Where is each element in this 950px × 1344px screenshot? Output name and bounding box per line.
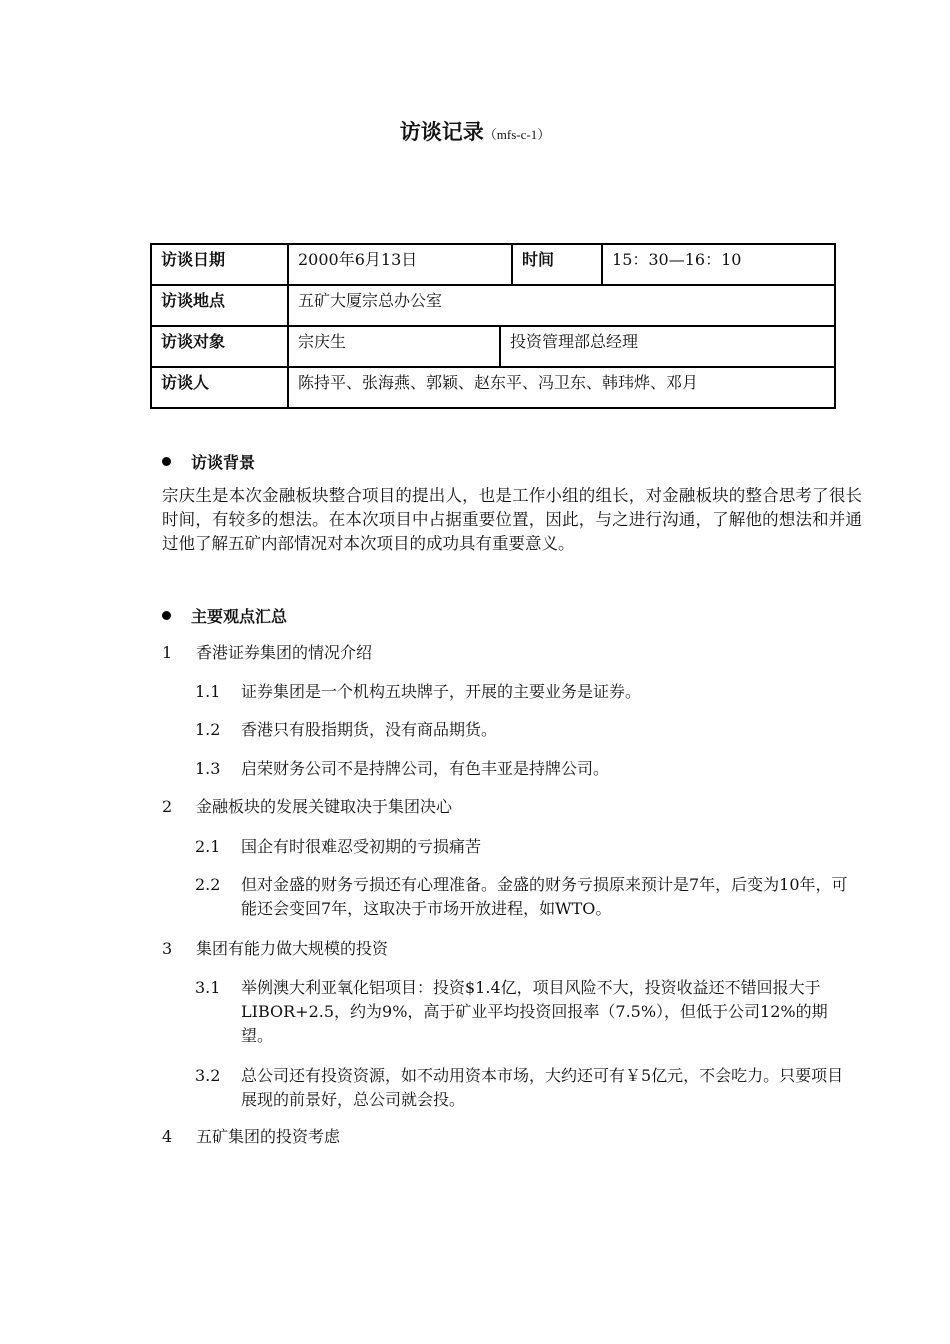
- time-value: 15：30—16：10: [602, 244, 835, 285]
- table-row: [151, 244, 835, 285]
- item-number: 1: [162, 643, 173, 662]
- item-text: 但对金盛的财务亏损还有心理准备。金盛的财务亏损原来预计是7年，后变为10年，可能还会变回7年，这取决于市场开放进程，如WTO。: [241, 875, 848, 918]
- summary-heading: [162, 604, 287, 627]
- item-text: 金融板块的发展关键取决于集团决心: [196, 797, 453, 816]
- place-value: 五矿大厦宗总办公室: [288, 285, 835, 326]
- item-text: 举例澳大利亚氧化铝项目：投资$1.4亿，项目风险不大，投资收益还不错回报大于LIBOR+2.5，约为9%，高于矿业平均投资回报率（7.5%），但低于公司12%的期望。: [241, 978, 828, 1045]
- interview-info-table: [150, 243, 836, 409]
- item-number: 3.2: [195, 1066, 221, 1085]
- table-row: [151, 326, 835, 367]
- place-label: 访谈地点: [151, 285, 288, 326]
- item-text: 香港只有股指期货，没有商品期货。: [241, 720, 498, 739]
- table-row: [151, 285, 835, 326]
- bullet-icon: [162, 457, 171, 466]
- title-main: 访谈记录: [399, 120, 484, 144]
- item-text: 证券集团是一个机构五块牌子，开展的主要业务是证券。: [241, 682, 642, 701]
- bullet-icon: [162, 611, 171, 620]
- item-number: 3.1: [195, 978, 221, 997]
- interviewer-label: 访谈人: [151, 367, 288, 408]
- item-number: 3: [162, 939, 173, 958]
- item-number: 2.2: [195, 875, 221, 894]
- item-number: 2: [162, 797, 173, 816]
- date-value: 2000年6月13日: [288, 244, 512, 285]
- page-title: [0, 116, 950, 146]
- date-label: 访谈日期: [151, 244, 288, 285]
- title-code: （mfs-c-1）: [483, 127, 551, 142]
- item-text: 国企有时很难忍受初期的亏损痛苦: [241, 837, 482, 856]
- time-label: 时间: [512, 244, 602, 285]
- subject-title: 投资管理部总经理: [500, 326, 835, 367]
- interviewer-value: 陈持平、张海燕、郭颖、赵东平、冯卫东、韩玮烨、邓月: [288, 367, 835, 408]
- item-number: 1.1: [195, 682, 221, 701]
- item-number: 2.1: [195, 837, 221, 856]
- background-heading-text: 访谈背景: [191, 453, 256, 472]
- item-number: 1.3: [195, 759, 221, 778]
- item-text: 五矿集团的投资考虑: [196, 1127, 341, 1146]
- item-text: 香港证券集团的情况介绍: [196, 643, 373, 662]
- item-number: 4: [162, 1127, 173, 1146]
- item-number: 1.2: [195, 720, 221, 739]
- item-text: 启荣财务公司不是持牌公司，有色丰亚是持牌公司。: [241, 759, 610, 778]
- item-text: 总公司还有投资资源，如不动用资本市场，大约还可有￥5亿元，不会吃力。只要项目展现的前景好，总公司就会投。: [241, 1066, 844, 1109]
- background-heading: [162, 450, 255, 473]
- summary-heading-text: 主要观点汇总: [191, 607, 288, 626]
- background-paragraph: 宗庆生是本次金融板块整合项目的提出人，也是工作小组的组长，对金融板块的整合思考了很长时间，有较多的想法。在本次项目中占据重要位置，因此，与之进行沟通，了解他的想法和并通过他了解五矿内部情况对本次项目的成功具有重要意义。: [162, 486, 862, 553]
- subject-name: 宗庆生: [288, 326, 500, 367]
- item-text: 集团有能力做大规模的投资: [196, 939, 389, 958]
- subject-label: 访谈对象: [151, 326, 288, 367]
- table-row: [151, 367, 835, 408]
